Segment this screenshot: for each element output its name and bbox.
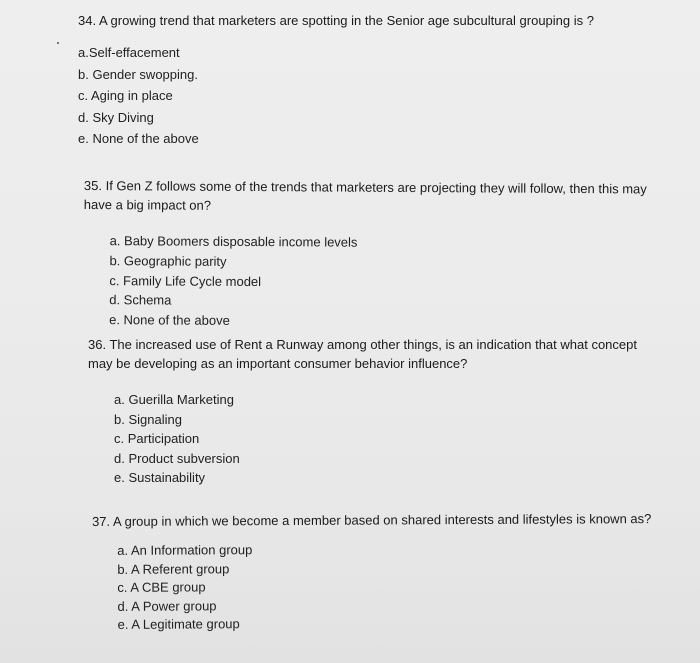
- question-37-option-a: a. An Information group: [117, 542, 253, 558]
- question-36-option-d: d. Product subversion: [114, 450, 240, 466]
- question-37-stem: 37. A group in which we become a member based on shared interests and lifestyles is known as?: [92, 511, 652, 529]
- question-36: [88, 335, 663, 488]
- question-36-option-e: e. Sustainability: [114, 470, 206, 485]
- question-34: [78, 11, 678, 150]
- question-35-option-e: e. None of the above: [109, 312, 230, 329]
- question-34-option-e: e. None of the above: [78, 131, 199, 146]
- question-36-stem: 36. The increased use of Rent a Runway among other things, is an indication that what concept may be developing as an important consumer behavior influence?: [88, 337, 637, 371]
- question-36-options: [114, 390, 663, 488]
- question-35-option-d: d. Schema: [109, 292, 172, 308]
- question-36-option-a: a. Guerilla Marketing: [114, 392, 234, 407]
- question-35-option-c: c. Family Life Cycle model: [109, 272, 262, 289]
- question-35-stem: 35. If Gen Z follows some of the trends that marketers are projecting they will follow, then this may have a big impact on?: [83, 177, 647, 213]
- question-35: [83, 176, 669, 334]
- question-37-option-c: c. A CBE group: [117, 579, 206, 596]
- question-37-option-b: b. A Referent group: [117, 560, 230, 577]
- question-34-options: [78, 42, 678, 150]
- question-35-options: [109, 231, 669, 333]
- question-34-option-b: b. Gender swopping.: [78, 66, 198, 82]
- stray-mark: [57, 42, 59, 44]
- question-37-option-d: d. A Power group: [117, 598, 217, 614]
- question-35-option-b: b. Geographic parity: [109, 252, 227, 269]
- question-36-option-b: b. Signaling: [114, 411, 182, 427]
- question-37-option-e: e. A Legitimate group: [117, 616, 240, 633]
- question-34-option-c: c. Aging in place: [78, 88, 173, 103]
- question-36-option-c: c. Participation: [114, 431, 200, 446]
- question-37: [92, 509, 663, 635]
- question-34-stem: 34. A growing trend that marketers are spotting in the Senior age subcultural grouping is ?: [78, 13, 594, 28]
- question-35-option-a: a. Baby Boomers disposable income levels: [109, 233, 358, 250]
- question-34-option-d: d. Sky Diving: [78, 109, 154, 125]
- question-34-option-a: a.Self-effacement: [78, 45, 180, 60]
- question-37-options: [117, 539, 662, 635]
